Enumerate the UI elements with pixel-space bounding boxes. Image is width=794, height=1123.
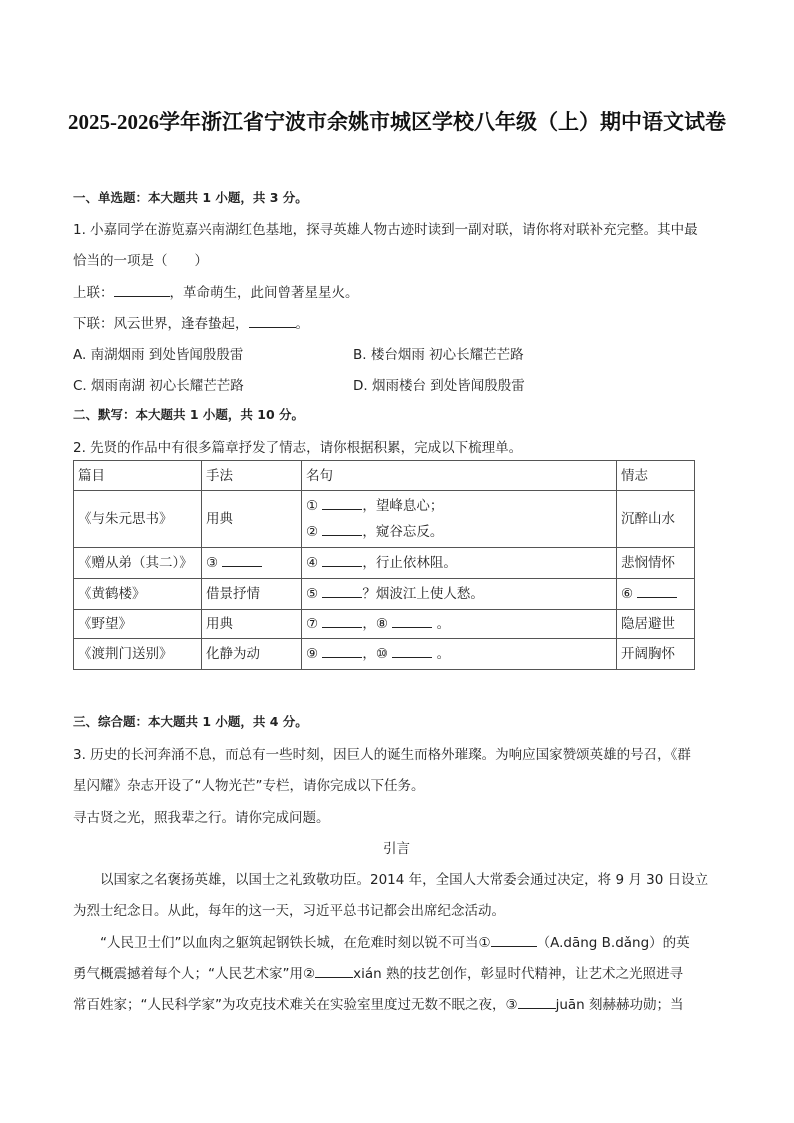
review-table xyxy=(73,460,695,670)
lower-couplet-suffix: 。 xyxy=(295,316,309,332)
blank-number: ⑨ xyxy=(306,646,319,662)
lower-couplet-blank[interactable] xyxy=(249,314,296,328)
intro-heading: 引言 xyxy=(383,841,410,857)
section-heading-1: 一、单选题：本大题共 1 小题，共 3 分。 xyxy=(73,190,308,205)
table-row xyxy=(74,639,695,670)
row-title: 《与朱元思书》 xyxy=(74,491,202,548)
lower-couplet-prefix: 下联：风云世界，逢春蛰起， xyxy=(73,316,249,332)
row-quote xyxy=(302,491,617,548)
blank-number: ⑤ xyxy=(306,586,319,602)
row-emotion: 悲悯情怀 xyxy=(617,548,695,579)
header-method: 手法 xyxy=(202,461,302,491)
quote-text: ，窥谷忘反。 xyxy=(362,524,444,540)
quote-text: 。 xyxy=(436,616,451,632)
lower-couplet xyxy=(73,312,720,332)
answer-blank-1[interactable] xyxy=(322,496,362,510)
intro-paragraph-1-line-1: 以国家之名褒扬英雄，以国士之礼致敬功臣。2014 年，全国人大常委会通过决定，将 9 月 30 日设立 xyxy=(100,872,709,888)
header-emotion: 情志 xyxy=(617,461,695,491)
blank-number: ① xyxy=(306,498,319,514)
option-b[interactable]: B. 楼台烟雨 初心长耀芒芒路 xyxy=(353,347,524,363)
blank-number: ⑧ xyxy=(375,616,389,632)
upper-couplet xyxy=(73,281,720,301)
row-title: 《赠从弟（其二）》 xyxy=(74,548,202,579)
answer-blank-char-3[interactable] xyxy=(518,995,556,1009)
answer-blank-5[interactable] xyxy=(322,584,362,598)
intro-paragraph-1-line-2: 为烈士纪念日。从此，每年的这一天，习近平总书记都会出席纪念活动。 xyxy=(73,903,505,919)
answer-blank-4[interactable] xyxy=(322,553,362,567)
header-title: 篇目 xyxy=(74,461,202,491)
row-method: 用典 xyxy=(202,610,302,639)
blank-number: ② xyxy=(306,524,319,540)
blank-number: ⑩ xyxy=(375,646,389,662)
answer-blank-pinyin-1[interactable] xyxy=(491,933,537,947)
row-quote xyxy=(302,579,617,610)
row-emotion: 开阔胸怀 xyxy=(617,639,695,670)
section-heading-2: 二、默写：本大题共 1 小题，共 10 分。 xyxy=(73,407,305,422)
option-a[interactable]: A. 南湖烟雨 到处皆闻殷殷雷 xyxy=(73,347,244,363)
paragraph-text: 勇气概震撼着每个人；“人民艺术家”用② xyxy=(73,966,316,982)
row-method: 借景抒情 xyxy=(202,579,302,610)
paragraph-text: “人民卫士们”以血肉之躯筑起钢铁长城，在危难时刻以锐不可当① xyxy=(100,935,491,951)
question-1-line-1: 1. 小嘉同学在游览嘉兴南湖红色基地，探寻英雄人物古迹时读到一副对联，请你将对联补充完整。其中最 xyxy=(73,222,698,238)
paragraph-text: xián 熟的技艺创作，彰显时代精神，让艺术之光照进寻 xyxy=(353,966,683,982)
row-method xyxy=(202,548,302,579)
quote-text: ，行止依林阻。 xyxy=(362,555,457,571)
row-quote xyxy=(302,548,617,579)
row-title: 《渡荆门送别》 xyxy=(74,639,202,670)
table-header-row xyxy=(74,461,695,491)
blank-number: ④ xyxy=(306,555,319,571)
intro-paragraph-2-line-1 xyxy=(73,931,720,951)
answer-blank-7[interactable] xyxy=(322,614,362,628)
row-emotion: 沉醉山水 xyxy=(617,491,695,548)
row-quote xyxy=(302,610,617,639)
intro-paragraph-2-line-3 xyxy=(73,993,720,1013)
row-quote xyxy=(302,639,617,670)
table-row xyxy=(74,548,695,579)
quote-text: ，望峰息心； xyxy=(362,498,444,514)
row-method: 化静为动 xyxy=(202,639,302,670)
blank-number: ⑦ xyxy=(306,616,319,632)
upper-couplet-prefix: 上联： xyxy=(73,285,114,301)
quote-text: ， xyxy=(362,646,376,662)
answer-blank-char-2[interactable] xyxy=(315,964,353,978)
section-heading-3: 三、综合题：本大题共 1 小题，共 4 分。 xyxy=(73,714,308,729)
quote-text: ？烟波江上使人愁。 xyxy=(362,586,484,602)
paragraph-text: （A.dāng B.dǎng）的英 xyxy=(536,935,690,951)
option-c[interactable]: C. 烟雨南湖 初心长耀芒芒路 xyxy=(73,378,244,394)
answer-blank-10[interactable] xyxy=(392,644,432,658)
blank-number: ③ xyxy=(206,555,219,571)
page-title: 2025-2026学年浙江省宁波市余姚市城区学校八年级（上）期中语文试卷 xyxy=(68,110,726,134)
row-emotion: 隐居避世 xyxy=(617,610,695,639)
answer-blank-8[interactable] xyxy=(392,614,432,628)
paragraph-text: juān 刻赫赫功勋；当 xyxy=(555,997,684,1013)
question-3-line-1: 3. 历史的长河奔涌不息，而总有一些时刻，因巨人的诞生而格外璀璨。为响应国家赞颂英雄的号召，《群 xyxy=(73,747,691,763)
answer-blank-3[interactable] xyxy=(222,553,262,567)
row-title: 《黄鹤楼》 xyxy=(74,579,202,610)
paragraph-text: 常百姓家；“人民科学家”为攻克技术难关在实验室里度过无数不眠之夜，③ xyxy=(73,997,518,1013)
row-title: 《野望》 xyxy=(74,610,202,639)
answer-blank-6[interactable] xyxy=(637,584,677,598)
intro-paragraph-2-line-2 xyxy=(73,962,720,982)
table-row xyxy=(74,579,695,610)
quote-text: 。 xyxy=(436,646,451,662)
table-row xyxy=(74,491,695,548)
answer-blank-9[interactable] xyxy=(322,644,362,658)
task-text: 寻古贤之光，照我辈之行。请你完成问题。 xyxy=(73,810,330,826)
quote-text: ， xyxy=(362,616,376,632)
option-d[interactable]: D. 烟雨楼台 到处皆闻殷殷雷 xyxy=(353,378,525,394)
row-method: 用典 xyxy=(202,491,302,548)
row-emotion xyxy=(617,579,695,610)
table-row xyxy=(74,610,695,639)
answer-blank-2[interactable] xyxy=(322,522,362,536)
upper-couplet-suffix: ，革命萌生，此间曾著星星火。 xyxy=(169,285,359,301)
header-quote: 名句 xyxy=(302,461,617,491)
question-1-line-2: 恰当的一项是（ ） xyxy=(73,253,208,269)
question-3-line-2: 星闪耀》杂志开设了“人物光芒”专栏，请你完成以下任务。 xyxy=(73,778,425,794)
upper-couplet-blank[interactable] xyxy=(114,283,170,297)
question-2-text: 2. 先贤的作品中有很多篇章抒发了情志，请你根据积累，完成以下梳理单。 xyxy=(73,440,523,456)
blank-number: ⑥ xyxy=(621,586,634,602)
